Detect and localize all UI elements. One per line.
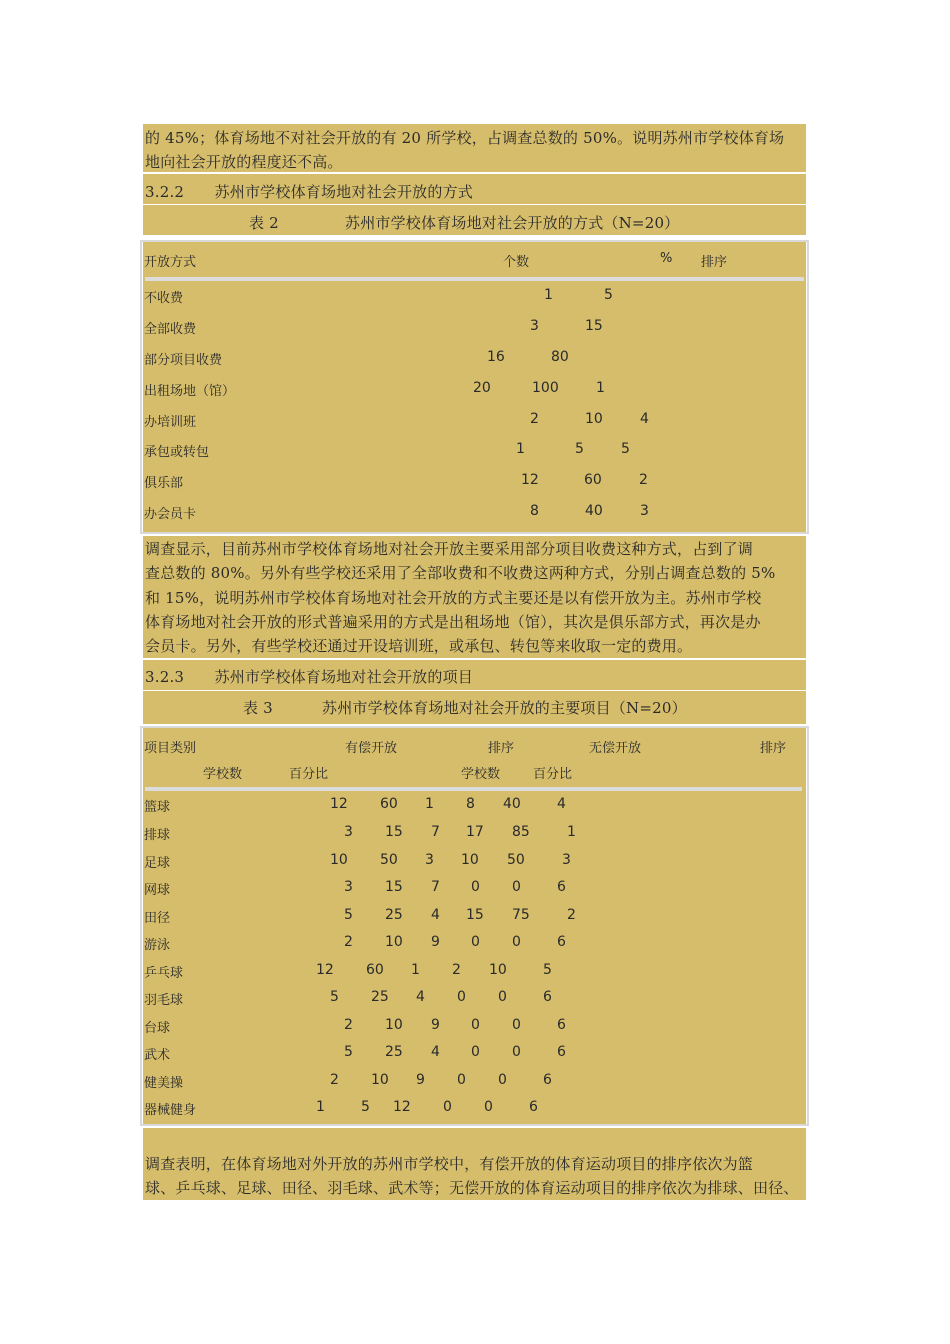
table3-cell: 0	[498, 989, 507, 1005]
table3-row-label: 器械健身	[144, 1103, 197, 1118]
table3-row-label: 篮球	[144, 800, 171, 815]
table3-cell: 6	[557, 1044, 566, 1060]
table3-cell: 12	[393, 1099, 411, 1115]
table3-header-rule	[145, 787, 802, 791]
table3-cell: 5	[361, 1099, 370, 1115]
para2-line-3: 和 15%，说明苏州市学校体育场地对社会开放的方式主要还是以有偿开放为主。苏州市学校	[145, 589, 762, 607]
table2-caption: 苏州市学校体育场地对社会开放的方式（N=20）	[345, 214, 680, 232]
para3-line-1: 调查表明，在体育场地对外开放的苏州市学校中，有偿开放的体育运动项目的排序依次为篮	[145, 1155, 754, 1173]
para2-line-5: 会员卡。另外，有些学校还通过开设培训班，或承包、转包等来收取一定的费用。	[145, 637, 693, 655]
table2-label: 表 2	[249, 214, 279, 232]
table3-cell: 4	[416, 989, 425, 1005]
table3-header-rank-2: 排序	[760, 741, 787, 756]
table3-row-label: 武术	[144, 1048, 171, 1063]
table3-caption: 苏州市学校体育场地对社会开放的主要项目（N=20）	[322, 699, 687, 717]
table3-row-label: 台球	[144, 1021, 171, 1036]
table2-row-label: 出租场地（馆）	[144, 384, 236, 399]
table3-cell: 6	[529, 1099, 538, 1115]
table2-cell: 16	[487, 349, 505, 365]
table3-cell: 4	[557, 796, 566, 812]
table3-cell: 25	[385, 1044, 403, 1060]
table2-cell: 1	[516, 441, 525, 457]
table2-row-label: 俱乐部	[144, 476, 184, 491]
table2-cell: 100	[532, 380, 559, 396]
table3-row-label: 乒乓球	[144, 966, 184, 981]
table3-cell: 50	[507, 852, 525, 868]
table3-cell: 1	[411, 962, 420, 978]
table2-cell: 2	[639, 472, 648, 488]
table2-cell: 2	[530, 411, 539, 427]
table3-cell: 0	[457, 989, 466, 1005]
para3-line-2: 球、乒乓球、足球、田径、羽毛球、武术等；无偿开放的体育运动项目的排序依次为排球、田径、	[145, 1179, 799, 1197]
table3-cell: 7	[431, 824, 440, 840]
table2-cell: 20	[473, 380, 491, 396]
table3-cell: 12	[316, 962, 334, 978]
table2-row-label: 办会员卡	[144, 507, 197, 522]
table3-cell: 0	[471, 1044, 480, 1060]
table3-cell: 6	[557, 934, 566, 950]
table3-cell: 6	[557, 1017, 566, 1033]
table3-header-percent-1: 百分比	[289, 767, 329, 782]
table3-cell: 3	[344, 824, 353, 840]
table2-cell: 80	[551, 349, 569, 365]
table3-cell: 60	[380, 796, 398, 812]
table3-cell: 10	[489, 962, 507, 978]
table3-cell: 5	[344, 907, 353, 923]
table2-cell: 3	[640, 503, 649, 519]
table2-cell: 3	[530, 318, 539, 334]
table3-cell: 0	[512, 934, 521, 950]
table3-cell: 0	[512, 1017, 521, 1033]
table3-label: 表 3	[243, 699, 273, 717]
table3-header-schools-2: 学校数	[461, 767, 501, 782]
table3-cell: 4	[431, 907, 440, 923]
table3-row-label: 游泳	[144, 938, 171, 953]
table2-cell: 8	[530, 503, 539, 519]
table3-cell: 1	[425, 796, 434, 812]
table3-cell: 0	[484, 1099, 493, 1115]
table3-cell: 2	[452, 962, 461, 978]
table3-header-schools-1: 学校数	[203, 767, 243, 782]
table2-row-label: 不收费	[144, 291, 184, 306]
section-323-heading: 3.2.3 苏州市学校体育场地对社会开放的项目	[145, 668, 473, 686]
table3-cell: 12	[330, 796, 348, 812]
table3-cell: 0	[471, 1017, 480, 1033]
table3-cell: 10	[385, 934, 403, 950]
table3-cell: 10	[461, 852, 479, 868]
table2-cell: 12	[521, 472, 539, 488]
table2-header-method: 开放方式	[144, 255, 197, 270]
table3-header-percent-2: 百分比	[533, 767, 573, 782]
table3-cell: 10	[371, 1072, 389, 1088]
table3-cell: 0	[512, 1044, 521, 1060]
table3-cell: 3	[562, 852, 571, 868]
table3-cell: 9	[416, 1072, 425, 1088]
table2-cell: 1	[596, 380, 605, 396]
table2-row-label: 办培训班	[144, 415, 197, 430]
table3-row-label: 排球	[144, 828, 171, 843]
table3-row-label: 健美操	[144, 1076, 184, 1091]
table3-cell: 2	[344, 934, 353, 950]
table3-cell: 7	[431, 879, 440, 895]
table3-cell: 6	[543, 1072, 552, 1088]
table2-row-label: 全部收费	[144, 322, 197, 337]
table3-cell: 75	[512, 907, 530, 923]
table3-frame	[140, 726, 809, 1126]
table3-cell: 2	[330, 1072, 339, 1088]
table3-header-category: 项目类别	[144, 741, 197, 756]
table2-header-count: 个数	[503, 255, 530, 270]
table2-cell: 5	[575, 441, 584, 457]
table3-cell: 3	[425, 852, 434, 868]
table3-cell: 5	[330, 989, 339, 1005]
table3-cell: 17	[466, 824, 484, 840]
table3-cell: 5	[344, 1044, 353, 1060]
table3-row-label: 田径	[144, 911, 171, 926]
table3-cell: 0	[471, 934, 480, 950]
para2-line-4: 体育场地对社会开放的形式普遍采用的方式是出租场地（馆），其次是俱乐部方式，再次是办	[145, 613, 761, 631]
table2-cell: 10	[585, 411, 603, 427]
table3-cell: 4	[431, 1044, 440, 1060]
table3-cell: 0	[471, 879, 480, 895]
table3-header-free: 无偿开放	[589, 741, 642, 756]
table3-cell: 15	[385, 824, 403, 840]
table3-cell: 10	[385, 1017, 403, 1033]
table3-cell: 2	[344, 1017, 353, 1033]
table3-cell: 25	[385, 907, 403, 923]
table3-header-paid: 有偿开放	[345, 741, 398, 756]
table2-cell: 1	[544, 287, 553, 303]
table3-cell: 10	[330, 852, 348, 868]
table2-cell: 40	[585, 503, 603, 519]
table3-cell: 6	[543, 989, 552, 1005]
table3-cell: 0	[512, 879, 521, 895]
section-322-heading: 3.2.2 苏州市学校体育场地对社会开放的方式	[145, 183, 473, 201]
table3-cell: 85	[512, 824, 530, 840]
table2-cell: 15	[585, 318, 603, 334]
table3-cell: 0	[498, 1072, 507, 1088]
table3-cell: 60	[366, 962, 384, 978]
table2-header-rule	[145, 277, 804, 281]
table3-cell: 2	[567, 907, 576, 923]
table3-cell: 8	[466, 796, 475, 812]
table3-cell: 6	[557, 879, 566, 895]
table2-cell: 5	[621, 441, 630, 457]
table3-cell: 0	[457, 1072, 466, 1088]
table3-cell: 15	[385, 879, 403, 895]
table3-cell: 5	[543, 962, 552, 978]
table3-cell: 15	[466, 907, 484, 923]
table3-cell: 1	[567, 824, 576, 840]
table3-cell: 9	[431, 934, 440, 950]
table3-cell: 1	[316, 1099, 325, 1115]
table3-cell: 3	[344, 879, 353, 895]
table2-header-percent: %	[660, 251, 673, 266]
intro-line-2: 地向社会开放的程度还不高。	[145, 153, 343, 171]
table2-cell: 60	[584, 472, 602, 488]
intro-line-1: 的 45%；体育场地不对社会开放的有 20 所学校，占调查总数的 50%。说明苏州市学校体育场	[145, 129, 785, 147]
table3-cell: 50	[380, 852, 398, 868]
table2-cell: 4	[640, 411, 649, 427]
table2-header-rank: 排序	[701, 255, 728, 270]
para2-line-1: 调查显示，目前苏州市学校体育场地对社会开放主要采用部分项目收费这种方式，占到了调	[145, 540, 754, 558]
table3-cell: 0	[443, 1099, 452, 1115]
para2-line-2: 查总数的 80%。另外有些学校还采用了全部收费和不收费这两种方式，分别占调查总数的 5%	[145, 564, 776, 582]
table3-header-rank-1: 排序	[488, 741, 515, 756]
table3-row-label: 网球	[144, 883, 171, 898]
table2-cell: 5	[604, 287, 613, 303]
table3-cell: 25	[371, 989, 389, 1005]
table3-row-label: 羽毛球	[144, 993, 184, 1008]
table3-row-label: 足球	[144, 856, 171, 871]
table3-cell: 40	[503, 796, 521, 812]
table2-row-label: 承包或转包	[144, 445, 210, 460]
table2-row-label: 部分项目收费	[144, 353, 223, 368]
table3-cell: 9	[431, 1017, 440, 1033]
